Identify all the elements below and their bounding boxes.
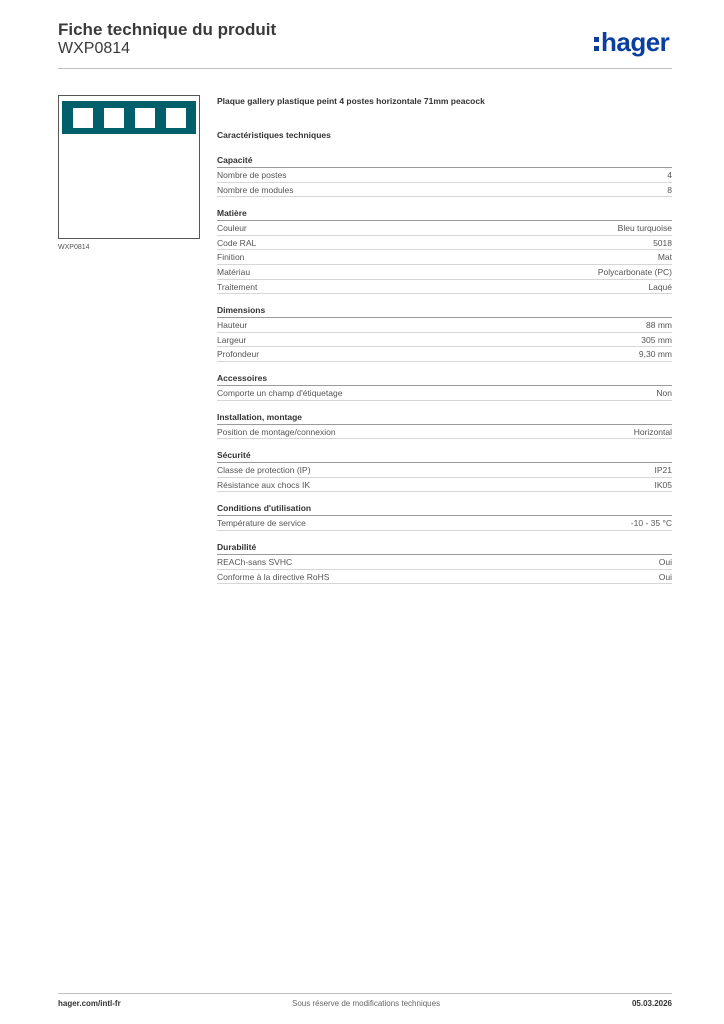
logo-dots-icon bbox=[594, 34, 599, 52]
section-title: Sécurité bbox=[217, 450, 672, 463]
hager-logo bbox=[594, 28, 669, 56]
spec-row bbox=[217, 570, 672, 585]
spec-value: 5018 bbox=[653, 237, 672, 248]
spec-label: Position de montage/connexion bbox=[217, 426, 336, 437]
spec-row bbox=[217, 555, 672, 570]
footer-divider bbox=[58, 993, 672, 994]
spec-label: Couleur bbox=[217, 223, 247, 234]
spec-label: Température de service bbox=[217, 518, 306, 529]
section-title: Conditions d'utilisation bbox=[217, 503, 672, 516]
spec-row bbox=[217, 236, 672, 251]
spec-value: 88 mm bbox=[646, 320, 672, 331]
section-title: Matière bbox=[217, 208, 672, 221]
spec-label: Code RAL bbox=[217, 237, 257, 248]
image-caption: WXP0814 bbox=[58, 244, 90, 251]
plate-window-icon bbox=[135, 108, 155, 128]
section-title: Accessoires bbox=[217, 373, 672, 386]
spec-row bbox=[217, 478, 672, 493]
header-divider bbox=[58, 68, 672, 69]
logo-text: hager bbox=[601, 27, 670, 57]
spec-label: REACh-sans SVHC bbox=[217, 556, 293, 567]
section-title: Durabilité bbox=[217, 542, 672, 555]
spec-value: Polycarbonate (PC) bbox=[597, 266, 672, 277]
spec-row bbox=[217, 280, 672, 295]
spec-content bbox=[217, 96, 672, 595]
spec-row bbox=[217, 425, 672, 440]
spec-section bbox=[217, 412, 672, 440]
spec-label: Finition bbox=[217, 252, 245, 263]
plate-window-icon bbox=[166, 108, 186, 128]
plate-window-icon bbox=[73, 108, 93, 128]
section-title: Dimensions bbox=[217, 305, 672, 318]
spec-value: Oui bbox=[658, 571, 672, 582]
spec-row bbox=[217, 221, 672, 236]
spec-value: IP21 bbox=[654, 465, 672, 476]
page-title: Fiche technique du produit bbox=[58, 20, 277, 39]
spec-label: Profondeur bbox=[217, 349, 260, 360]
spec-value: Horizontal bbox=[633, 426, 672, 437]
footer-notice: Sous réserve de modifications techniques bbox=[292, 999, 441, 1008]
section-title: Installation, montage bbox=[217, 412, 672, 425]
spec-value: Oui bbox=[658, 556, 672, 567]
spec-label: Résistance aux chocs IK bbox=[217, 479, 311, 490]
spec-label: Nombre de postes bbox=[217, 170, 287, 180]
spec-row bbox=[217, 183, 672, 198]
spec-value: 4 bbox=[667, 170, 672, 180]
spec-section bbox=[217, 542, 672, 584]
spec-label: Comporte un champ d'étiquetage bbox=[217, 387, 343, 398]
spec-value: Bleu turquoise bbox=[617, 223, 672, 234]
section-title: Capacité bbox=[217, 155, 672, 168]
spec-section bbox=[217, 503, 672, 531]
spec-value: Laqué bbox=[648, 281, 672, 292]
spec-label: Traitement bbox=[217, 281, 258, 292]
spec-value: Non bbox=[656, 387, 672, 398]
spec-row bbox=[217, 347, 672, 362]
tech-heading: Caractéristiques techniques bbox=[217, 130, 331, 140]
plate-illustration bbox=[62, 101, 196, 134]
spec-section bbox=[217, 450, 672, 492]
spec-value: 8 bbox=[667, 184, 672, 195]
footer-website: hager.com/intl-fr bbox=[58, 999, 121, 1008]
spec-row bbox=[217, 265, 672, 280]
spec-label: Largeur bbox=[217, 334, 247, 345]
spec-row bbox=[217, 516, 672, 531]
spec-row bbox=[217, 386, 672, 401]
spec-label: Matériau bbox=[217, 266, 251, 277]
product-image bbox=[58, 95, 200, 239]
spec-row bbox=[217, 463, 672, 478]
spec-label: Classe de protection (IP) bbox=[217, 465, 311, 476]
spec-row bbox=[217, 318, 672, 333]
spec-value: IK05 bbox=[654, 479, 672, 490]
spec-row bbox=[217, 168, 672, 183]
product-title: Plaque gallery plastique peint 4 postes horizontale 71mm peacock bbox=[217, 96, 485, 106]
spec-label: Conforme à la directive RoHS bbox=[217, 571, 330, 582]
plate-window-icon bbox=[104, 108, 124, 128]
spec-label: Hauteur bbox=[217, 320, 248, 331]
spec-row bbox=[217, 333, 672, 348]
footer-date: 05.03.2026 bbox=[631, 999, 672, 1008]
spec-label: Nombre de modules bbox=[217, 184, 294, 195]
spec-value: Mat bbox=[657, 252, 672, 263]
product-reference: WXP0814 bbox=[58, 40, 131, 57]
spec-value: -10 - 35 °C bbox=[630, 518, 672, 529]
spec-section bbox=[217, 305, 672, 362]
spec-value: 9,30 mm bbox=[638, 349, 672, 360]
spec-section bbox=[217, 208, 672, 294]
spec-row bbox=[217, 250, 672, 265]
spec-value: 305 mm bbox=[641, 334, 672, 345]
spec-section bbox=[217, 373, 672, 401]
spec-sections bbox=[217, 155, 672, 584]
spec-section bbox=[217, 155, 672, 197]
